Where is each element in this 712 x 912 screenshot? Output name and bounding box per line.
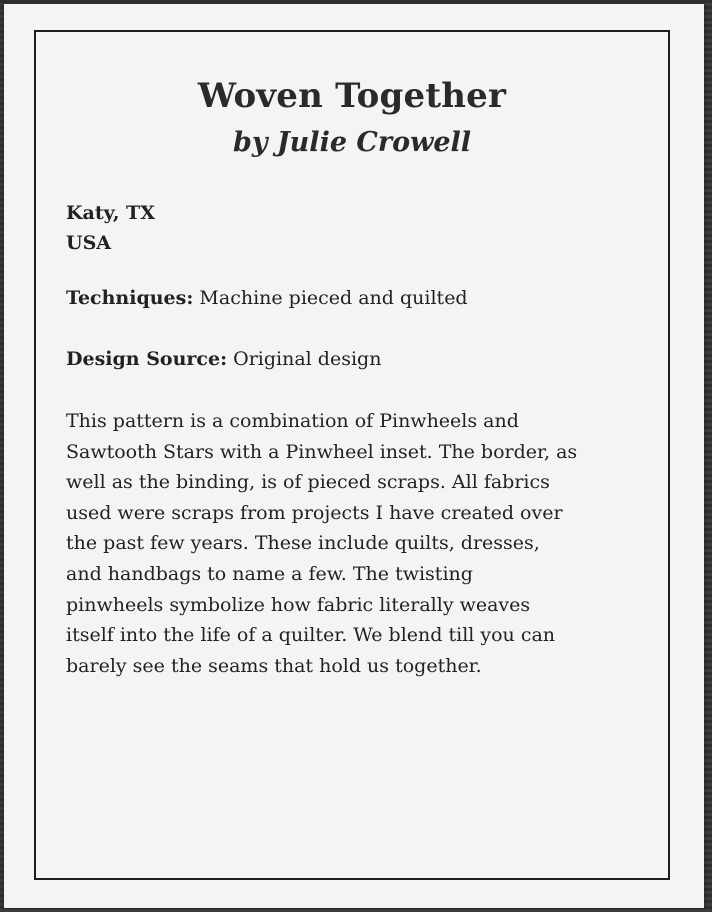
description-line: pinwheels symbolize how fabric literally weaves	[66, 593, 531, 616]
description-line: the past few years. These include quilts, dresses,	[66, 532, 540, 555]
techniques-label: Techniques:	[66, 287, 194, 309]
design-source-field	[66, 348, 381, 370]
techniques-value: Machine pieced and quilted	[199, 287, 468, 309]
description-line: well as the binding, is of pieced scraps. All fabrics	[66, 471, 550, 494]
description-line: Sawtooth Stars with a Pinwheel inset. The border, as	[66, 440, 578, 463]
description-line: This pattern is a combination of Pinwheels and	[66, 410, 519, 432]
design-source-label: Design Source:	[66, 348, 228, 370]
techniques-field	[66, 287, 468, 309]
description-line: barely see the seams that hold us together.	[66, 654, 482, 677]
paper-sheet	[4, 4, 704, 908]
location-country: USA	[66, 232, 112, 254]
description-line: used were scraps from projects I have created over	[66, 501, 563, 524]
description-line: itself into the life of a quilter. We blend till you can	[66, 624, 556, 647]
description-line: and handbags to name a few. The twisting	[66, 562, 473, 585]
border-frame	[34, 30, 670, 880]
description-paragraph	[66, 406, 626, 681]
location-block	[66, 198, 155, 258]
location-city-state: Katy, TX	[66, 202, 155, 224]
author-byline: by Julie Crowell	[232, 127, 472, 158]
document-title: Woven Together	[197, 76, 507, 116]
design-source-value: Original design	[233, 348, 382, 370]
